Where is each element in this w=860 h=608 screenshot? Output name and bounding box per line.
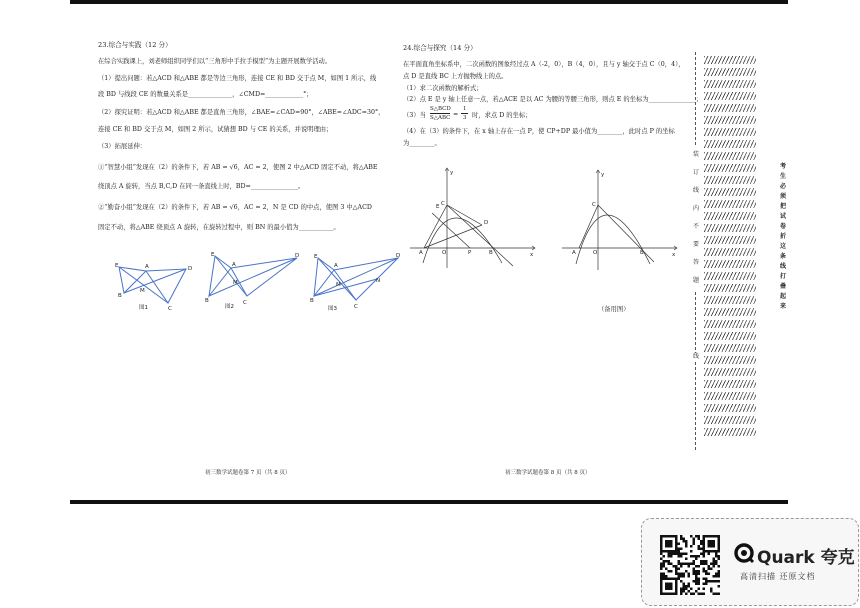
quark-watermark: [641, 518, 859, 606]
q23-part3-a2: 绕顶点 A 旋转，当点 B,C,D 在同一条直线上时，BD=_______________。: [98, 183, 305, 190]
figure-2: [205, 250, 300, 310]
binding-line-char: 线: [692, 353, 699, 360]
footer-page-7: 初三数学试题卷第 7 页（共 8 页）: [205, 470, 291, 476]
svg-text:O: O: [593, 250, 598, 256]
binding-hatch-block: [704, 188, 756, 196]
figure-3: [310, 250, 405, 312]
svg-text:B: B: [310, 298, 314, 304]
q24-frac-num: S△BCD: [430, 106, 451, 112]
svg-text:M: M: [140, 288, 145, 294]
svg-text:N: N: [376, 278, 381, 284]
svg-text:E: E: [314, 254, 318, 260]
q23-part3-a1: ①“智慧小组”发现在（2）的条件下，若 AB = √6，AC = 2，使图 2 中△ACD 固定不动，将△ABE: [98, 164, 378, 171]
svg-text:C: C: [354, 304, 358, 310]
binding-hatch-block: [704, 344, 756, 352]
binding-hatch-block: [704, 164, 756, 172]
binding-hatch-block: [704, 200, 756, 208]
binding-hatch-block: [704, 152, 756, 160]
binding-hatch-block: [704, 224, 756, 232]
q23-part3-b1: ②“勤奋小组”发现在（2）的条件下，若 AB = √6，AC = 2，N 是 CD 的中点，使图 3 中△ACD: [98, 204, 372, 211]
svg-text:E: E: [115, 263, 119, 269]
binding-hatch-block: [704, 284, 756, 292]
binding-hatch-block: [704, 68, 756, 76]
q23-intro: 在综合实践课上，刘老师组织同学们以“三角形中手拉手模型”为主题开展数学活动。: [98, 58, 332, 65]
q24-part3-suffix: 时，求点 D 的坐标；: [472, 112, 532, 119]
fig3-caption: 图3: [328, 306, 337, 312]
binding-hatch-block: [704, 332, 756, 340]
q24-part1: （1）求二次函数的解析式；: [403, 85, 483, 92]
svg-text:x: x: [530, 252, 534, 258]
svg-text:A: A: [334, 263, 338, 269]
spare-graph-caption: （备用图）: [598, 306, 630, 313]
binding-hatch-block: [704, 80, 756, 88]
binding-hatch-block: [704, 272, 756, 280]
q23-part1-line1: （1）提出问题：若△ACD 和△ABE 都是等边三角形，连接 CE 和 BD 交于点 M，如图 1 所示，线: [98, 75, 377, 82]
binding-hatch-block: [704, 236, 756, 244]
svg-text:D: D: [295, 253, 300, 259]
svg-text:P: P: [468, 250, 472, 256]
svg-text:E: E: [211, 252, 215, 258]
binding-hatch-block: [704, 140, 756, 148]
binding-hatch-block: [704, 212, 756, 220]
svg-text:C: C: [168, 306, 172, 312]
q24-line1: 在平面直角坐标系中，二次函数的图象经过点 A（-2，0），B（4，0），且与 y 轴交于点 C（0，4），: [403, 61, 685, 68]
binding-hatch-block: [704, 368, 756, 376]
parabola-graph-main: [410, 168, 535, 268]
q24-frac-den: S△ABC: [430, 115, 451, 121]
q24-frac-eq: =: [453, 111, 459, 118]
binding-hatch-block: [704, 92, 756, 100]
binding-hatch-block: [704, 356, 756, 364]
q23-part1-line2: 段 BD 与线段 CE 的数量关系是______________，∠CMD=____________°；: [98, 91, 313, 98]
svg-text:y: y: [450, 170, 454, 176]
fig1-caption: 图1: [139, 305, 148, 311]
binding-hatch-block: [704, 392, 756, 400]
binding-hatch-block: [704, 176, 756, 184]
binding-hatch-block: [704, 428, 756, 436]
qr-code: [660, 535, 720, 595]
figure-1: [112, 255, 202, 315]
svg-text:A: A: [232, 262, 236, 268]
svg-text:D: D: [484, 220, 489, 226]
binding-hatch-block: [704, 260, 756, 268]
svg-text:y: y: [601, 172, 605, 178]
svg-text:A: A: [419, 250, 423, 256]
q23-part3: （3）拓展延伸：: [98, 143, 147, 150]
bottom-border: [70, 500, 788, 504]
q23-part2-line2: 连接 CE 和 BD 交于点 M，如图 2 所示，试猜想 BD 与 CE 的关系，并说明理由；: [98, 126, 333, 133]
svg-text:C: C: [243, 300, 247, 306]
quark-subtitle: 高清扫描 还原文档: [740, 572, 816, 581]
svg-text:B: B: [118, 293, 122, 299]
q24-part4-line1: （4）在（3）的条件下，在 x 轴上存在一点 P，使 CP+DP 最小值为________，此时点 P 的坐标: [403, 128, 675, 135]
svg-text:C: C: [441, 201, 445, 207]
binding-hatch-block: [704, 404, 756, 412]
svg-text:B: B: [489, 250, 493, 256]
svg-text:D: D: [396, 253, 401, 259]
svg-text:B: B: [205, 298, 209, 304]
q24-part2: （2）点 E 是 y 轴上任意一点，若△ACE 是以 AC 为腰的等腰三角形，则点 E 的坐标为_______________；: [403, 96, 703, 103]
q24-frac2-den: 3: [463, 115, 467, 121]
svg-text:B: B: [640, 250, 644, 256]
svg-text:M: M: [233, 280, 238, 286]
quark-brand: Quark 夸克: [757, 548, 855, 568]
q24-part3-prefix: （3）当: [403, 112, 426, 119]
top-border: [70, 0, 788, 4]
svg-text:A: A: [572, 250, 576, 256]
svg-text:O: O: [442, 250, 447, 256]
binding-hatch-block: [704, 104, 756, 112]
svg-text:M: M: [336, 282, 341, 288]
binding-left-text: 装订线内不要答题: [692, 146, 700, 290]
binding-hatch-block: [704, 308, 756, 316]
svg-text:D: D: [188, 266, 193, 272]
q24-part4-line2: 为________。: [403, 140, 441, 147]
binding-hatch-block: [704, 320, 756, 328]
svg-text:x: x: [672, 252, 676, 258]
binding-hatch-block: [704, 380, 756, 388]
binding-hatch-block: [704, 416, 756, 424]
quark-logo-icon: [734, 543, 754, 563]
q23-part2-line1: （2）探究证明：若△ACD 和△ABE 都是直角三角形，∠BAE=∠CAD=90°，∠ABE=∠ADC=30°，: [98, 109, 385, 116]
binding-hatch-block: [704, 248, 756, 256]
q23-title: 23.综合与实践（12 分）: [98, 41, 172, 49]
parabola-graph-spare: [562, 170, 677, 270]
footer-page-8: 初三数学试题卷第 8 页（共 8 页）: [505, 470, 591, 476]
q24-frac2-bar: [461, 113, 468, 114]
q24-frac2-num: 1: [463, 106, 467, 112]
binding-hatch-block: [704, 128, 756, 136]
svg-text:C: C: [592, 202, 596, 208]
q24-line2: 点 D 是直线 BC 上方抛物线上的点。: [403, 73, 508, 80]
q23-part3-b2: 固定不动，将△ABE 绕顶点 A 旋转，在旋转过程中，则 BN 的最小值为___________。: [98, 224, 340, 231]
binding-hatch-block: [704, 56, 756, 64]
q24-frac-bar: [430, 113, 450, 114]
binding-hatch-block: [704, 296, 756, 304]
svg-text:A: A: [145, 264, 149, 270]
fig2-caption: 图2: [225, 304, 234, 310]
binding-right-text: 考生必须把试卷折这条线打叠起来: [779, 163, 786, 310]
svg-text:E: E: [436, 204, 440, 210]
binding-hatch-block: [704, 116, 756, 124]
q24-title: 24.综合与探究（14 分）: [403, 44, 477, 52]
